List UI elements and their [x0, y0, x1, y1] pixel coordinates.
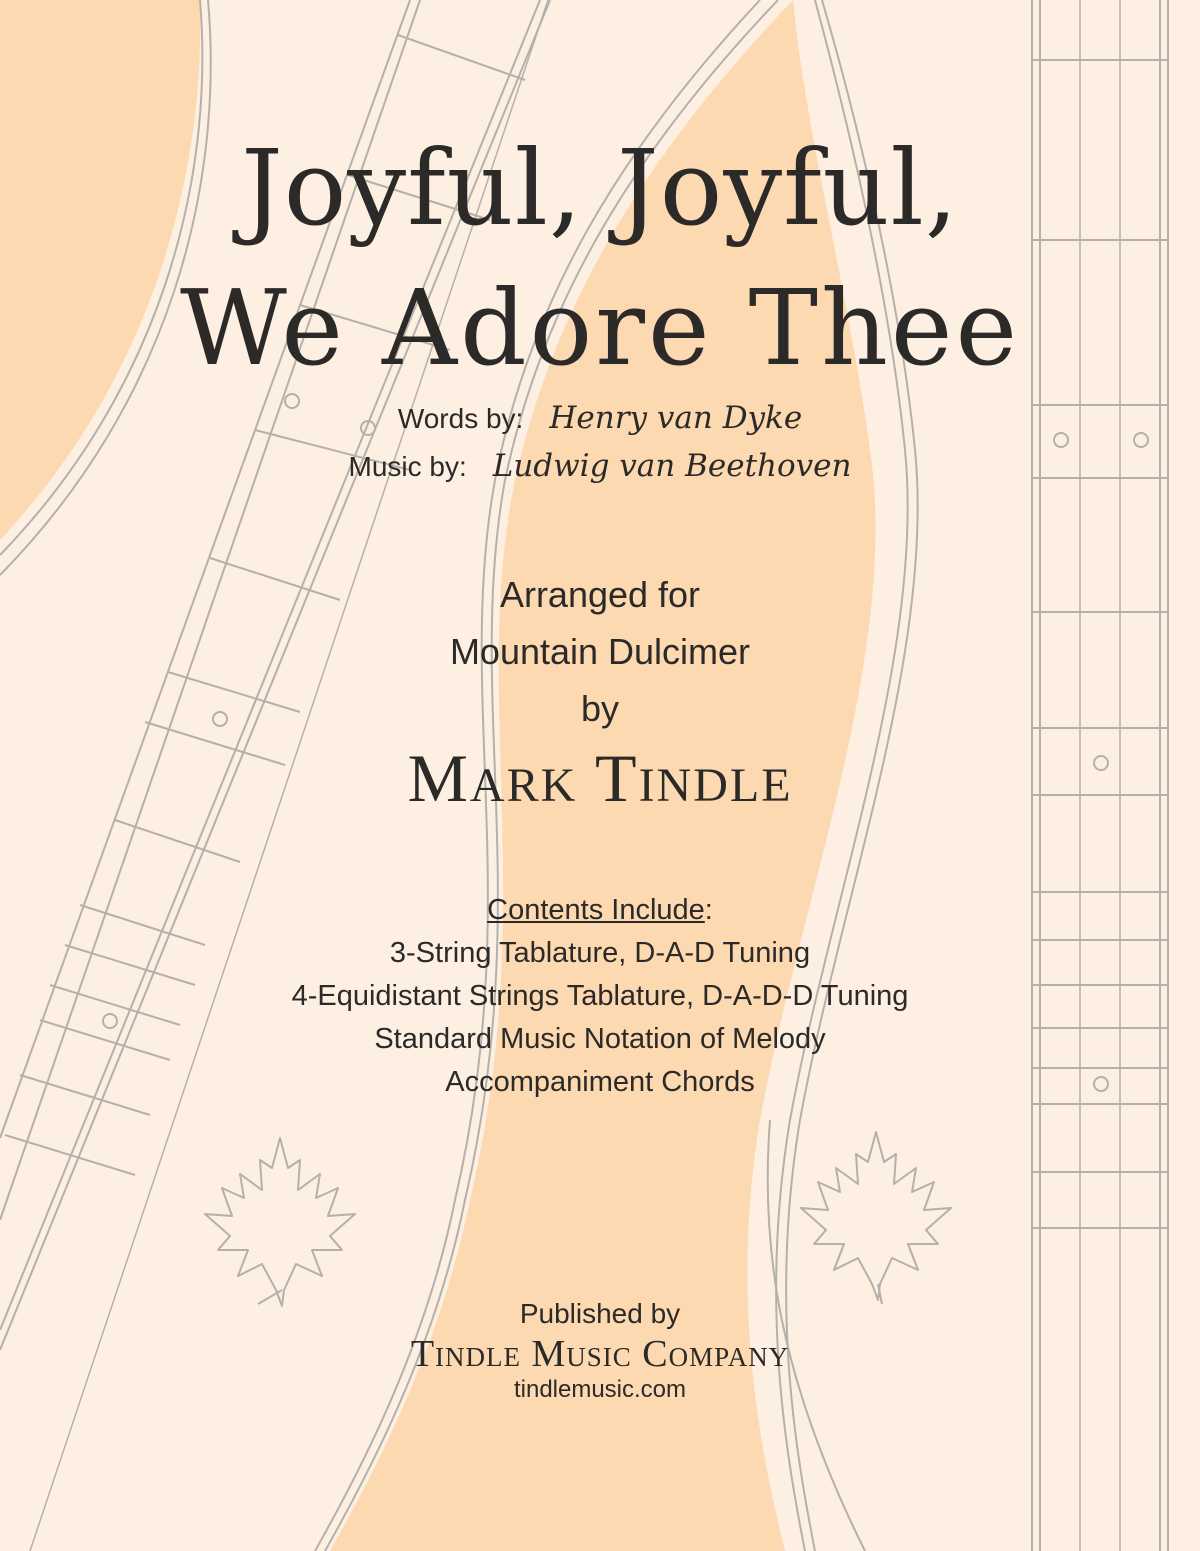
- publisher-name: Tindle Music Company: [410, 1333, 790, 1375]
- contents-heading-text: Contents Include: [487, 894, 705, 926]
- fret: [5, 1135, 135, 1175]
- maple-leaf-icon: [205, 1138, 355, 1306]
- fret: [115, 820, 240, 862]
- published-by-label: Published by: [519, 1298, 681, 1329]
- by-line: by: [580, 688, 620, 729]
- contents-item: Standard Music Notation of Melody: [374, 1023, 826, 1055]
- maple-leaf-icon: [801, 1132, 951, 1300]
- contents-heading: [0, 891, 1200, 929]
- contents-heading-colon: :: [704, 894, 713, 926]
- arranged-for-line: Arranged for: [499, 574, 701, 615]
- contents-item: 4-Equidistant Strings Tablature, D-A-D-D Tuning: [291, 980, 909, 1012]
- music-label: Music by:: [348, 451, 467, 482]
- composer-name: Ludwig van Beethoven: [492, 448, 852, 484]
- fret: [398, 35, 525, 80]
- lyricist-name: Henry van Dyke: [549, 400, 803, 436]
- instrument-line: Mountain Dulcimer: [449, 631, 751, 672]
- contents-item: 3-String Tablature, D-A-D Tuning: [389, 937, 811, 969]
- title-line-2: We Adore Thee: [179, 267, 1021, 389]
- music-credit: [0, 448, 1200, 484]
- title-line-1: Joyful, Joyful,: [241, 127, 959, 249]
- publisher-url: tindlemusic.com: [513, 1376, 687, 1403]
- arranger-name: Mark Tindle: [407, 740, 793, 816]
- contents-item: Accompaniment Chords: [445, 1066, 755, 1098]
- words-credit: [0, 400, 1200, 436]
- words-label: Words by:: [397, 403, 524, 434]
